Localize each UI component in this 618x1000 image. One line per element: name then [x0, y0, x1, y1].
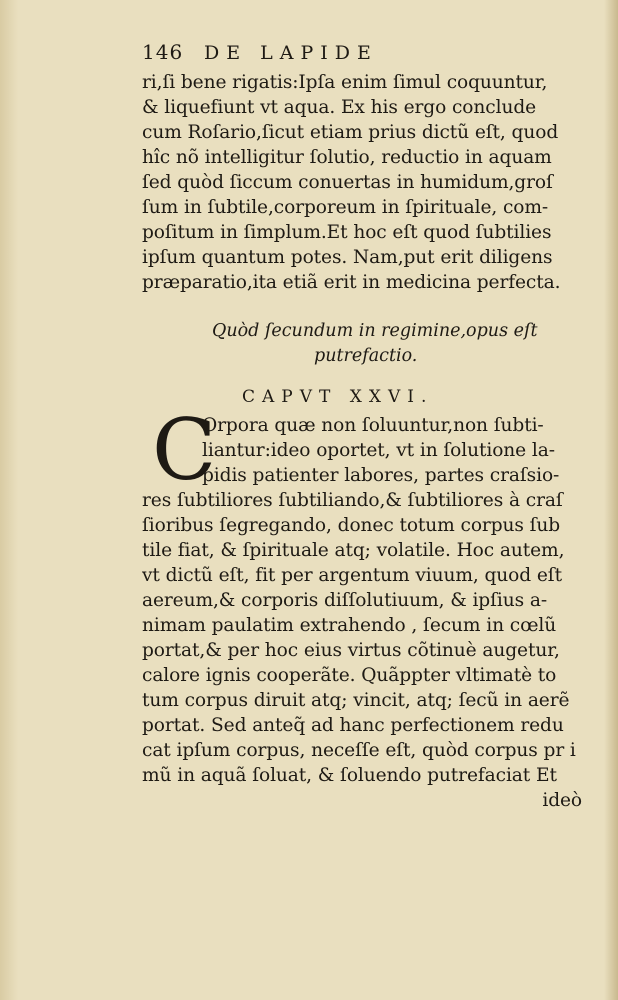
text-line: tile fiat, & ſpirituale atq; volatile. Hoc autem, [142, 540, 565, 561]
page-header [142, 40, 600, 70]
text-line: cat ipſum corpus, neceſſe eſt, quòd corpus pr i [142, 740, 576, 761]
text-line: mũ in aquã ſoluat, & ſoluendo putrefaciat Et [142, 765, 557, 786]
intro-paragraph [142, 70, 600, 295]
text-line: ri,ſi bene rigatis:Ipſa enim ſimul coquuntur, [142, 72, 548, 93]
text-line: portat,& per hoc eius virtus cõtinuè augetur, [142, 640, 560, 661]
page-number: 146 [142, 40, 184, 64]
chapter-paragraph [142, 401, 600, 813]
text-line: tum corpus diruit atq; vincit, atq; ſecũ in aerẽ [142, 690, 570, 711]
text-line: liantur:ideo oportet, vt in ſolutione la- [202, 440, 555, 461]
section-heading-line1: Quòd ſecundum in regimine,opus eſt [212, 321, 538, 341]
text-line: Orpora quæ non ſoluuntur,non ſubti- [202, 415, 544, 436]
text-block [142, 40, 600, 813]
section-heading-line2: putrefactio. [314, 346, 418, 366]
text-line: calore ignis cooperãte. Quãppter vltimatè to [142, 665, 557, 686]
text-line: & liquefiunt vt aqua. Ex his ergo conclude [142, 97, 537, 118]
text-line: nimam paulatim extrahendo , ſecum in cœlũ [142, 615, 557, 636]
text-line: ipſum quantum potes. Nam,put erit diligens [142, 247, 553, 268]
text-line: ſed quòd ſiccum conuertas in humidum,groſ [142, 172, 553, 193]
text-line: aereum,& corporis diſſolutiuum, & ipſius a- [142, 590, 548, 611]
chapter-title: CAPVT XXVI. [242, 387, 434, 407]
text-line: res ſubtiliores ſubtiliando,& ſubtiliores à craſ [142, 490, 563, 511]
page-edge-shadow [604, 0, 618, 1000]
text-line: pidis patienter labores, partes craſsio- [202, 465, 560, 486]
text-line: ſum in ſubtile,corporeum in ſpirituale, com- [142, 197, 549, 218]
page-gutter-shadow [0, 0, 18, 1000]
text-line: vt dictũ eſt, fit per argentum viuum, quod eſt [142, 565, 562, 586]
text-line: hîc nõ intelligitur ſolutio, reductio in aquam [142, 147, 552, 168]
text-line: cum Roſario,ſicut etiam prius dictũ eſt, quod [142, 122, 559, 143]
drop-cap: C [152, 401, 217, 499]
text-line: portat. Sed anteq̃ ad hanc perfectionem redu [142, 715, 564, 736]
text-line: ſioribus ſegregando, donec totum corpus ſub [142, 515, 561, 536]
catchword: ideò [542, 790, 582, 811]
text-line: præparatio,ita etiã erit in medicina perfecta. [142, 272, 561, 293]
text-line: poſitum in ſimplum.Et hoc eſt quod ſubtilies [142, 222, 552, 243]
running-head: DE LAPIDE [204, 42, 378, 64]
